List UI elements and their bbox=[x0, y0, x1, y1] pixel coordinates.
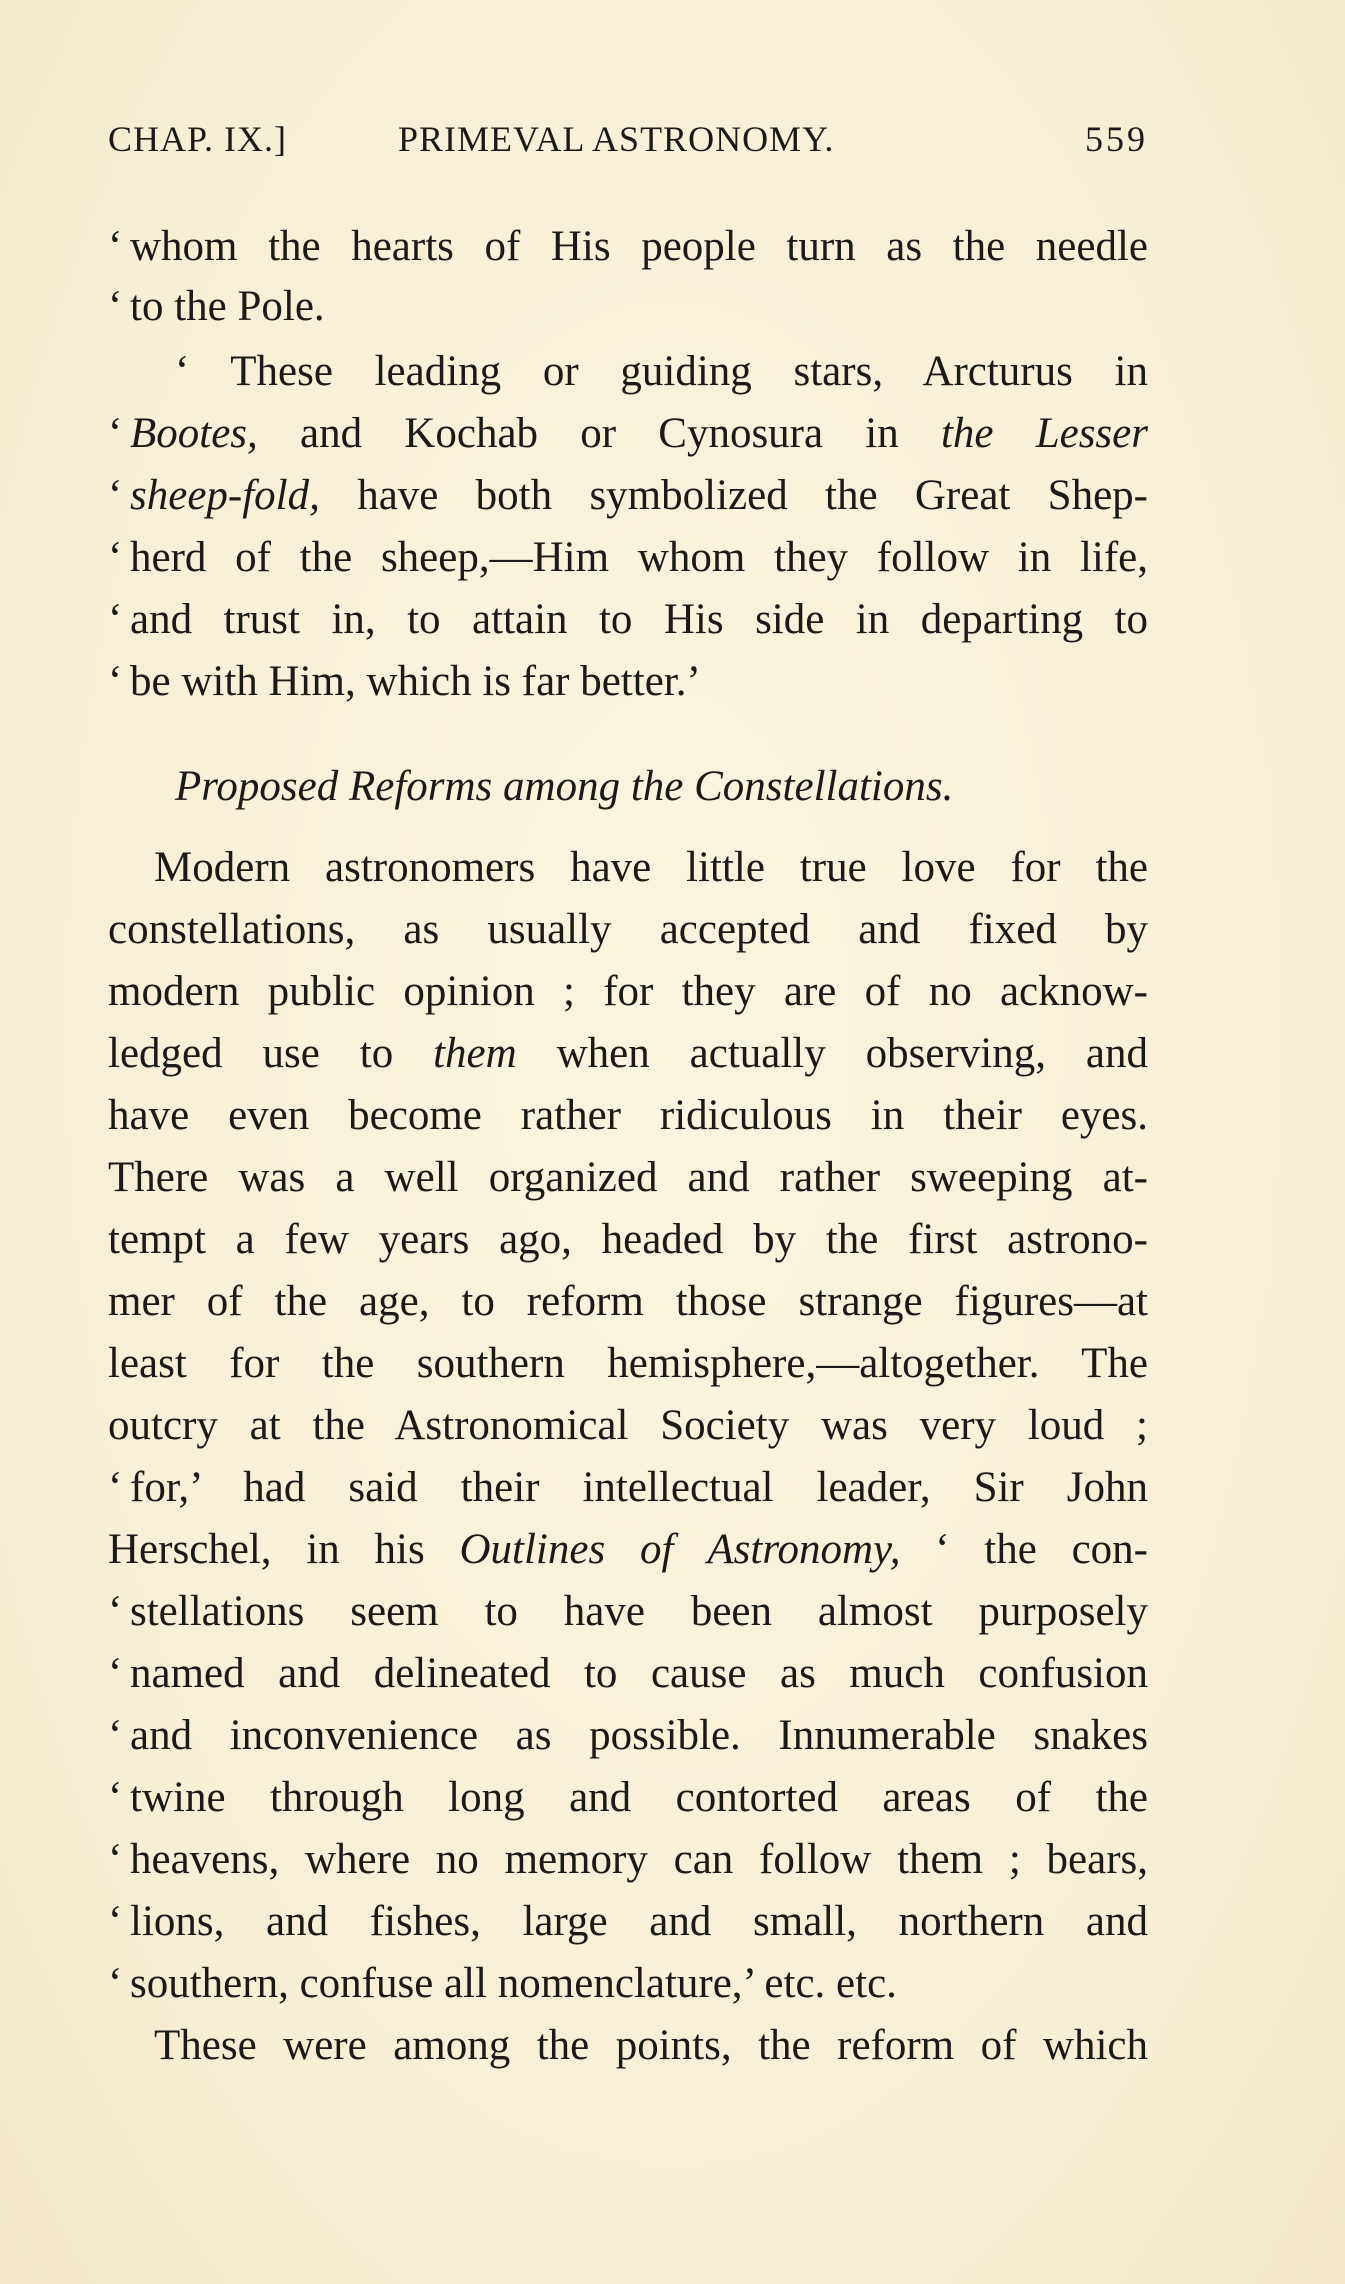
quote-mark: ‘ bbox=[108, 472, 123, 519]
italic-text: Bootes, bbox=[130, 410, 258, 457]
text-segment: twine through long and contorted areas of the bbox=[130, 1774, 1148, 1821]
text-segment: named and delineated to cause as much confusion bbox=[130, 1650, 1148, 1697]
text-segment: have even become rather ridiculous in their eyes. bbox=[108, 1092, 1148, 1139]
text-line bbox=[108, 471, 1148, 521]
quote-mark: ‘ bbox=[108, 1588, 123, 1635]
text-line bbox=[108, 657, 1148, 707]
text-line bbox=[108, 1587, 1148, 1637]
text-segment: for,’ had said their intellectual leader, Sir John bbox=[130, 1464, 1148, 1511]
italic-text: sheep-fold, bbox=[130, 472, 320, 519]
text-line bbox=[108, 1153, 1148, 1203]
text-segment: and trust in, to attain to His side in departing to bbox=[130, 596, 1148, 643]
text-line bbox=[108, 1773, 1148, 1823]
text-line bbox=[108, 967, 1148, 1017]
text-segment: to the Pole. bbox=[130, 283, 325, 330]
text-line bbox=[108, 1835, 1148, 1885]
text-line bbox=[108, 1649, 1148, 1699]
text-segment: whom the hearts of His people turn as the needle bbox=[130, 223, 1148, 270]
text-line bbox=[108, 1277, 1148, 1327]
quote-mark: ‘ bbox=[108, 1898, 123, 1945]
quote-mark: ‘ bbox=[108, 283, 123, 330]
text-segment: constellations, as usually accepted and fixed by bbox=[108, 906, 1148, 953]
text-line bbox=[108, 595, 1148, 645]
text-segment: These were among the points, the reform of which bbox=[154, 2022, 1148, 2069]
italic-text: the Lesser bbox=[940, 410, 1148, 457]
text-line bbox=[108, 1091, 1148, 1141]
text-line bbox=[108, 1463, 1148, 1513]
quote-mark: ‘ bbox=[108, 1650, 123, 1697]
quote-mark: ‘ bbox=[108, 1774, 123, 1821]
text-line bbox=[108, 1215, 1148, 1265]
text-line bbox=[108, 1711, 1148, 1761]
text-segment: mer of the age, to reform those strange figures—at bbox=[108, 1278, 1148, 1325]
text-segment: and inconvenience as possible. Innumerable snakes bbox=[130, 1712, 1148, 1759]
quote-mark: ‘ bbox=[108, 1464, 123, 1511]
text-segment: have both symbolized the Great Shep- bbox=[319, 472, 1148, 519]
text-line bbox=[108, 1401, 1148, 1451]
text-segment: when actually observing, and bbox=[516, 1030, 1148, 1077]
text-line bbox=[154, 2021, 1148, 2071]
section-heading: Proposed Reforms among the Constellations. bbox=[175, 763, 954, 810]
text-segment: ‘ These leading or guiding stars, Arcturus in bbox=[175, 348, 1148, 395]
text-segment: outcry at the Astronomical Society was very loud ; bbox=[108, 1402, 1148, 1449]
text-segment: There was a well organized and rather sweeping at- bbox=[108, 1154, 1148, 1201]
text-line bbox=[108, 1339, 1148, 1389]
quote-mark: ‘ bbox=[108, 596, 123, 643]
quote-mark: ‘ bbox=[108, 1712, 123, 1759]
text-segment: stellations seem to have been almost purposely bbox=[130, 1588, 1148, 1635]
text-line bbox=[108, 533, 1148, 583]
quote-mark: ‘ bbox=[108, 658, 123, 705]
quote-mark: ‘ bbox=[108, 1960, 123, 2007]
chapter-label: CHAP. IX.] bbox=[108, 119, 288, 159]
text-segment: southern, confuse all nomenclature,’ etc. etc. bbox=[130, 1960, 897, 2007]
text-line bbox=[154, 843, 1148, 893]
page-number: 559 bbox=[1085, 119, 1148, 159]
text-line bbox=[108, 409, 1148, 459]
text-segment: ‘ the con- bbox=[900, 1526, 1148, 1573]
text-segment: lions, and fishes, large and small, northern and bbox=[130, 1898, 1148, 1945]
running-head bbox=[108, 118, 1148, 178]
text-segment: Herschel, in his bbox=[108, 1526, 460, 1573]
text-line bbox=[108, 1525, 1148, 1575]
text-segment: herd of the sheep,—Him whom they follow in life, bbox=[130, 534, 1148, 581]
text-segment: least for the southern hemisphere,—altogether. The bbox=[108, 1340, 1148, 1387]
text-segment: be with Him, which is far better.’ bbox=[130, 658, 701, 705]
quote-mark: ‘ bbox=[108, 223, 123, 270]
italic-text: Outlines of Astronomy, bbox=[459, 1526, 901, 1573]
quote-mark: ‘ bbox=[108, 534, 123, 581]
text-line bbox=[108, 1029, 1148, 1079]
text-segment: modern public opinion ; for they are of no acknow- bbox=[108, 968, 1148, 1015]
text-segment: ledged use to bbox=[108, 1030, 434, 1077]
text-line bbox=[108, 905, 1148, 955]
italic-text: them bbox=[433, 1030, 517, 1077]
text-line bbox=[175, 347, 1148, 397]
text-line bbox=[108, 1897, 1148, 1947]
text-segment: and Kochab or Cynosura in bbox=[257, 410, 941, 457]
text-segment: Modern astronomers have little true love for the bbox=[154, 844, 1148, 891]
text-line bbox=[108, 1959, 1148, 2009]
text-line bbox=[108, 282, 1148, 332]
text-segment: tempt a few years ago, headed by the first astrono- bbox=[108, 1216, 1148, 1263]
text-line bbox=[108, 222, 1148, 272]
quote-mark: ‘ bbox=[108, 1836, 123, 1883]
text-segment: heavens, where no memory can follow them ; bears, bbox=[130, 1836, 1148, 1883]
quote-mark: ‘ bbox=[108, 410, 123, 457]
running-title: PRIMEVAL ASTRONOMY. bbox=[398, 119, 835, 159]
